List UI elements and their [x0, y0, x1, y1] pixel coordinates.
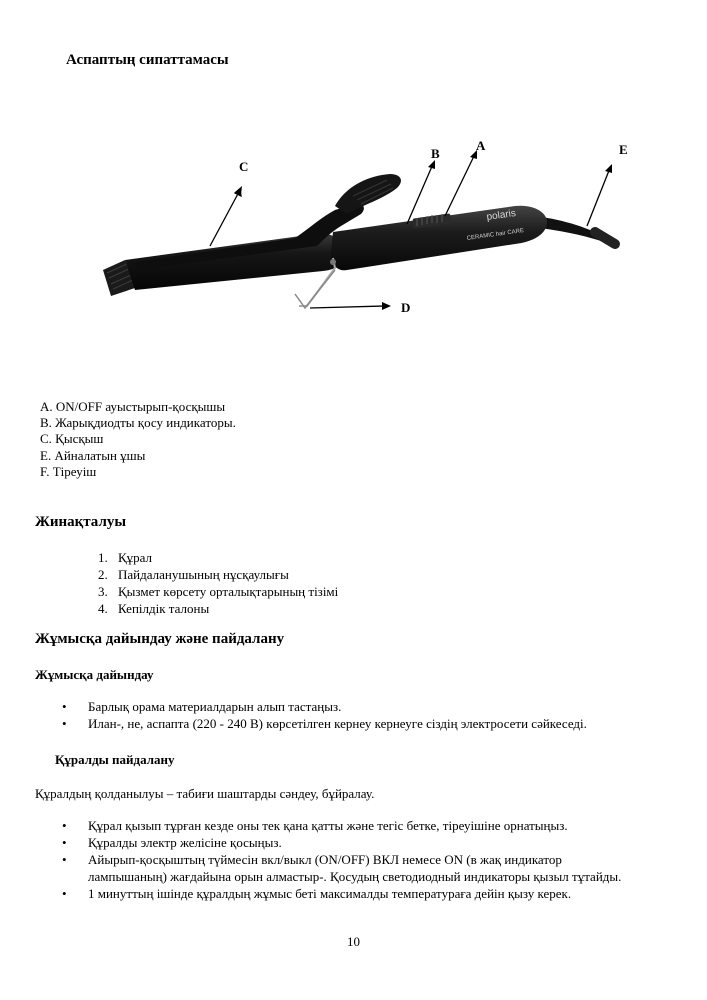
figure-label-e: E — [619, 142, 628, 157]
list-item: • Илан-, не, аспапта (220 - 240 В) көрсетілген кернеу кернеугe сіздің электросети сәйкеседі. — [62, 716, 587, 731]
list-item: 3. Қызмет көрсету орталықтарының тізімі — [98, 584, 339, 599]
figure-label-c: C — [239, 159, 249, 174]
parts-item: A. ON/OFF ауыстырып-қосқышы — [40, 399, 226, 414]
list-item: 1. Құрал — [98, 550, 153, 565]
parts-item: C. Қысқыш — [40, 431, 104, 447]
prep-list — [62, 698, 662, 732]
list-item: • Құрал қызып тұрған кезде оны тек қана қатты және тегіс бетке, тіреуішіне орнатыңыз. — [62, 818, 568, 833]
page-title: Аспаптың сипаттамасы — [66, 52, 229, 68]
figure-label-a: A — [476, 138, 486, 153]
parts-list — [40, 399, 236, 480]
product-figure — [95, 128, 635, 338]
curling-iron-illustration — [95, 128, 635, 338]
package-heading: Жинақталуы — [35, 514, 127, 530]
parts-item: F. Тіреуіш — [40, 463, 97, 479]
brand-logo: polaris — [485, 207, 517, 223]
list-item: • Айырып-қосқыштың түймесін вкл/выкл (ON/OFF) ВКЛ немесе ON (в жақ индикатор лампышаның) жағдайына орын алмастыр-. Қосудың светодиодный индикаторы қызыл тұтайды. — [62, 852, 622, 884]
use-list — [62, 817, 638, 902]
prep-heading: Жұмысқа дайындау — [35, 667, 154, 682]
list-item: 4. Кепілдік талоны — [98, 601, 210, 616]
figure-label-b: B — [431, 146, 440, 161]
parts-item: B. Жарықдиодты қосу индикаторы. — [40, 415, 236, 431]
use-intro: Құралдың қолданылуы – табиғи шаштарды сәндеу, бұйралау. — [35, 786, 375, 801]
list-item: 2. Пайдаланушының нұсқаулығы — [98, 567, 289, 582]
list-item: • Құралды электр желісіне қосыңыз. — [62, 835, 282, 850]
prep-use-heading: Жұмысқа дайындау және пайдалану — [35, 631, 285, 647]
figure-label-d: D — [401, 300, 411, 315]
package-list — [98, 549, 338, 617]
use-heading: Құралды пайдалану — [55, 752, 175, 767]
parts-item: E. Айналатын ұшы — [40, 447, 146, 463]
list-item: • Барлық орама материалдарын алып тастаңыз. — [62, 699, 342, 714]
list-item: • 1 минуттың ішінде құралдың жұмыс беті максималды температураға дейін қызу керек. — [62, 886, 572, 901]
page-number: 10 — [347, 934, 360, 949]
model-text: CERAMIC hair CARE — [466, 228, 525, 242]
